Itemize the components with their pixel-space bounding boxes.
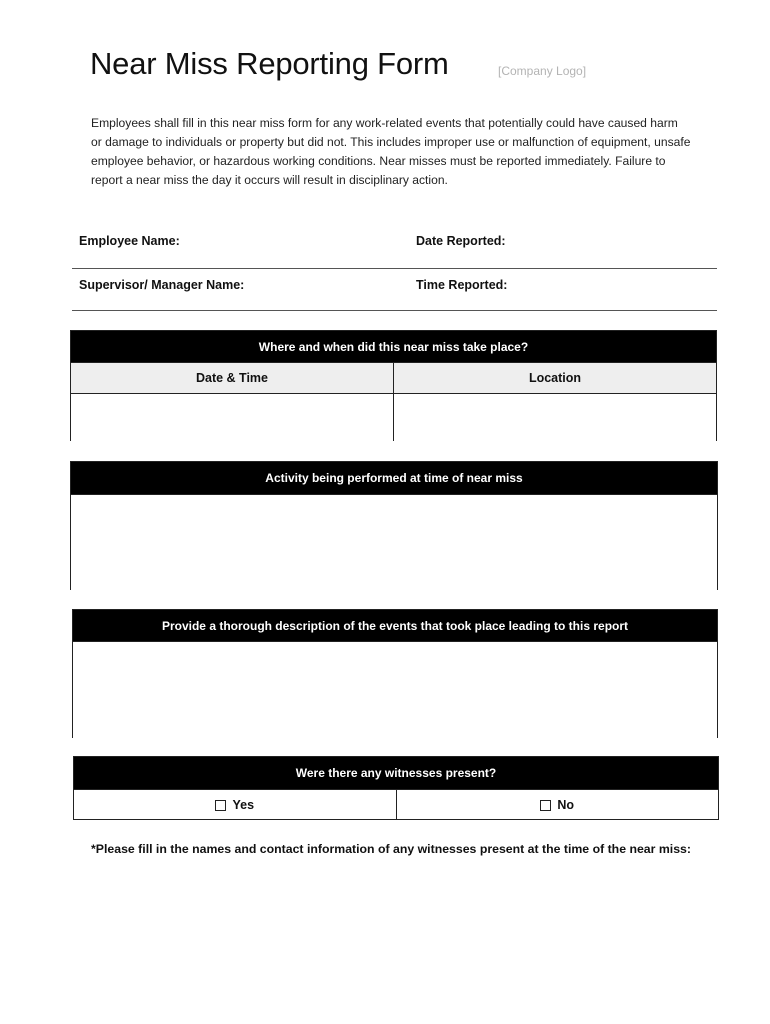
where-when-section xyxy=(70,330,717,441)
company-logo-placeholder: [Company Logo] xyxy=(498,64,587,78)
no-checkbox[interactable] xyxy=(540,800,551,811)
witness-no-option[interactable] xyxy=(396,790,719,820)
date-time-input[interactable] xyxy=(71,394,393,441)
page-title: Near Miss Reporting Form xyxy=(90,46,449,81)
witnesses-header: Were there any witnesses present? xyxy=(74,757,718,789)
time-reported-label: Time Reported: xyxy=(416,278,508,292)
yes-checkbox[interactable] xyxy=(215,800,226,811)
activity-input[interactable] xyxy=(71,494,717,590)
employee-name-label: Employee Name: xyxy=(79,234,180,248)
location-column-header: Location xyxy=(393,363,716,393)
description-section xyxy=(72,609,718,738)
description-header: Provide a thorough description of the events that took place leading to this report xyxy=(73,610,717,641)
witness-instructions: *Please fill in the names and contact information of any witnesses present at the time of the near miss: xyxy=(91,842,691,856)
where-when-header: Where and when did this near miss take place? xyxy=(71,331,716,362)
yes-label: Yes xyxy=(232,798,255,812)
where-when-subheader-row xyxy=(71,362,716,393)
date-time-column-header: Date & Time xyxy=(71,363,393,393)
field-divider xyxy=(72,310,717,311)
witnesses-section xyxy=(73,756,719,820)
description-input[interactable] xyxy=(73,641,717,738)
activity-header: Activity being performed at time of near miss xyxy=(71,462,717,494)
where-when-entry-row xyxy=(71,393,716,441)
field-divider xyxy=(72,268,717,269)
witnesses-choice-row xyxy=(74,789,718,820)
location-input[interactable] xyxy=(393,394,716,441)
activity-section xyxy=(70,461,718,590)
intro-paragraph: Employees shall fill in this near miss form for any work-related events that potentially could have caused harm or damage to individuals or property but did not. This includes improper use or malfunction of equipment, unsafe employee behavior, or hazardous working conditions. Near misses must be reported immediately. Failure to report a near miss the day it occurs will result in disciplinary action. xyxy=(91,116,691,187)
supervisor-name-label: Supervisor/ Manager Name: xyxy=(79,278,245,292)
witness-yes-option[interactable] xyxy=(74,790,396,820)
no-label: No xyxy=(557,798,575,812)
date-reported-label: Date Reported: xyxy=(416,234,506,248)
